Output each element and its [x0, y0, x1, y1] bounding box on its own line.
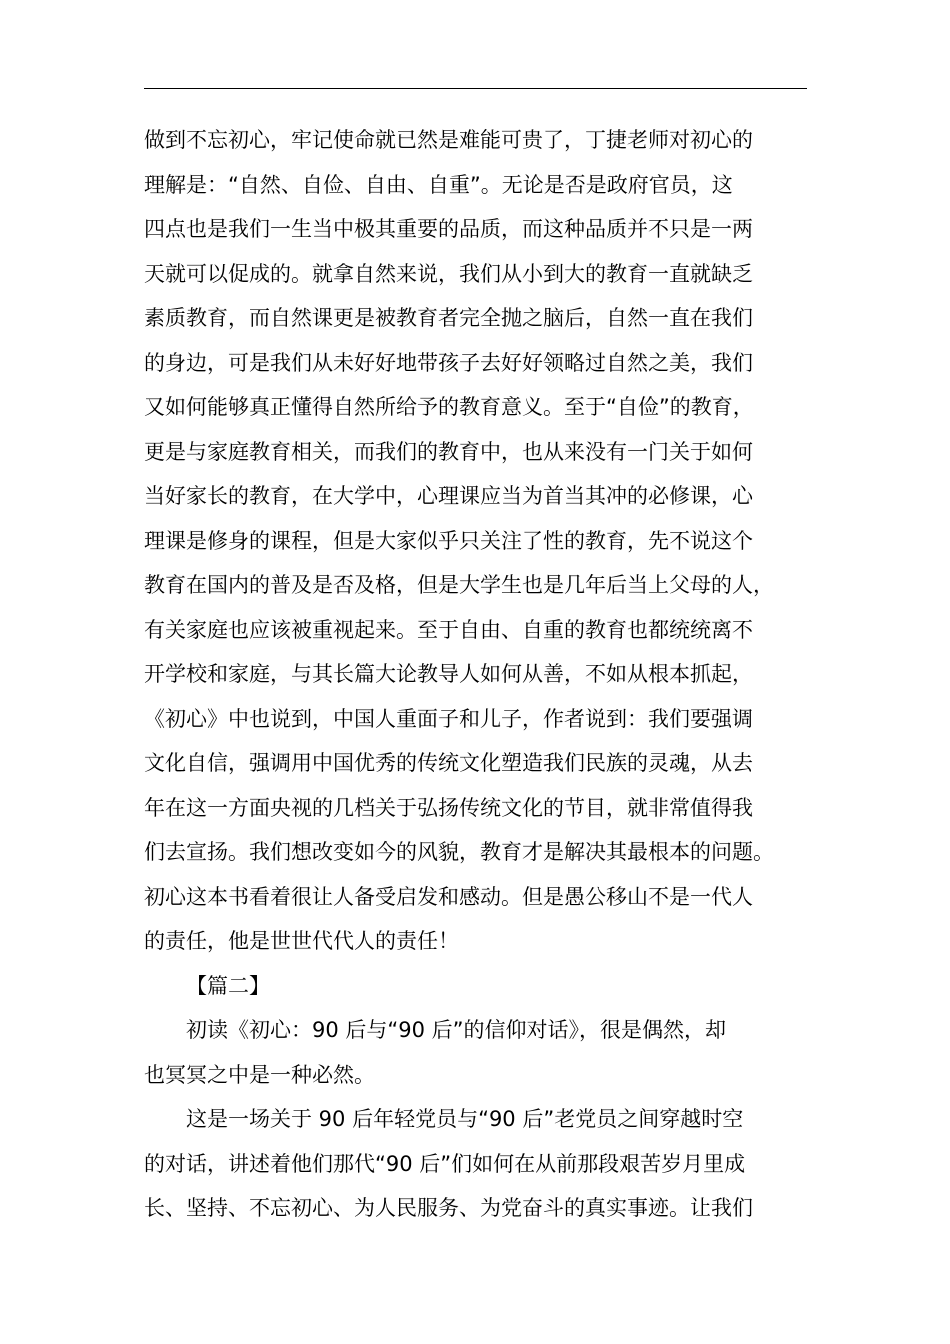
- document-body: [144, 118, 807, 1231]
- paragraph-line: 素质教育，而自然课更是被教育者完全抛之脑后，自然一直在我们: [144, 306, 753, 330]
- paragraph-line: 天就可以促成的。就拿自然来说，我们从小到大的教育一直就缺乏: [144, 261, 753, 286]
- section-heading: 【篇二】: [186, 973, 270, 998]
- paragraph-line: 年在这一方面央视的几档关于弘扬传统文化的节目，就非常值得我: [144, 795, 753, 820]
- paragraph-line: 开学校和家庭，与其长篇大论教导人如何从善，不如从根本抓起，: [144, 662, 753, 686]
- paragraph-line: 教育在国内的普及是否及格，但是大学生也是几年后当上父母的人，: [144, 573, 774, 597]
- paragraph-line: 文化自信，强调用中国优秀的传统文化塑造我们民族的灵魂，从去: [144, 751, 753, 775]
- header-rule: [144, 88, 807, 89]
- paragraph-line: 《初心》中也说到，中国人重面子和儿子，作者说到：我们要强调: [144, 706, 753, 731]
- paragraph-line: 四点也是我们一生当中极其重要的品质，而这种品质并不只是一两: [144, 217, 753, 241]
- paragraph-line: 做到不忘初心，牢记使命就已然是难能可贵了，丁捷老师对初心的: [144, 128, 753, 152]
- paragraph-line: 有关家庭也应该被重视起来。至于自由、自重的教育也都统统离不: [144, 617, 753, 642]
- paragraph-line: 也冥冥之中是一种必然。: [144, 1062, 375, 1087]
- paragraph-line: 长、坚持、不忘初心、为人民服务、为党奋斗的真实事迹。让我们: [144, 1196, 753, 1220]
- paragraph-line: 又如何能够真正懂得自然所给予的教育意义。至于“自俭”的教育，: [144, 395, 754, 419]
- paragraph-line: 当好家长的教育，在大学中，心理课应当为首当其冲的必修课，心: [144, 484, 753, 508]
- paragraph-line: 们去宣扬。我们想改变如今的风貌，教育才是解决其最根本的问题。: [144, 840, 774, 864]
- paragraph-line: 这是一场关于 90 后年轻党员与“90 后”老党员之间穿越时空: [186, 1107, 744, 1131]
- paragraph-line: 的责任，他是世世代代人的责任！: [144, 929, 459, 953]
- paragraph-line: 更是与家庭教育相关，而我们的教育中，也从来没有一门关于如何: [144, 439, 753, 464]
- paragraph-line: 初读《初心：90 后与“90 后”的信仰对话》，很是偶然，却: [186, 1018, 727, 1042]
- paragraph-line: 初心这本书看着很让人备受启发和感动。但是愚公移山不是一代人: [144, 884, 753, 909]
- paragraph-line: 理课是修身的课程，但是大家似乎只关注了性的教育，先不说这个: [144, 528, 753, 553]
- paragraph-line: 的身边，可是我们从未好好地带孩子去好好领略过自然之美，我们: [144, 350, 753, 375]
- paragraph-line: 的对话，讲述着他们那代“90 后”们如何在从前那段艰苦岁月里成: [144, 1151, 746, 1176]
- paragraph-line: 理解是：“自然、自俭、自由、自重”。无论是否是政府官员，这: [144, 172, 733, 197]
